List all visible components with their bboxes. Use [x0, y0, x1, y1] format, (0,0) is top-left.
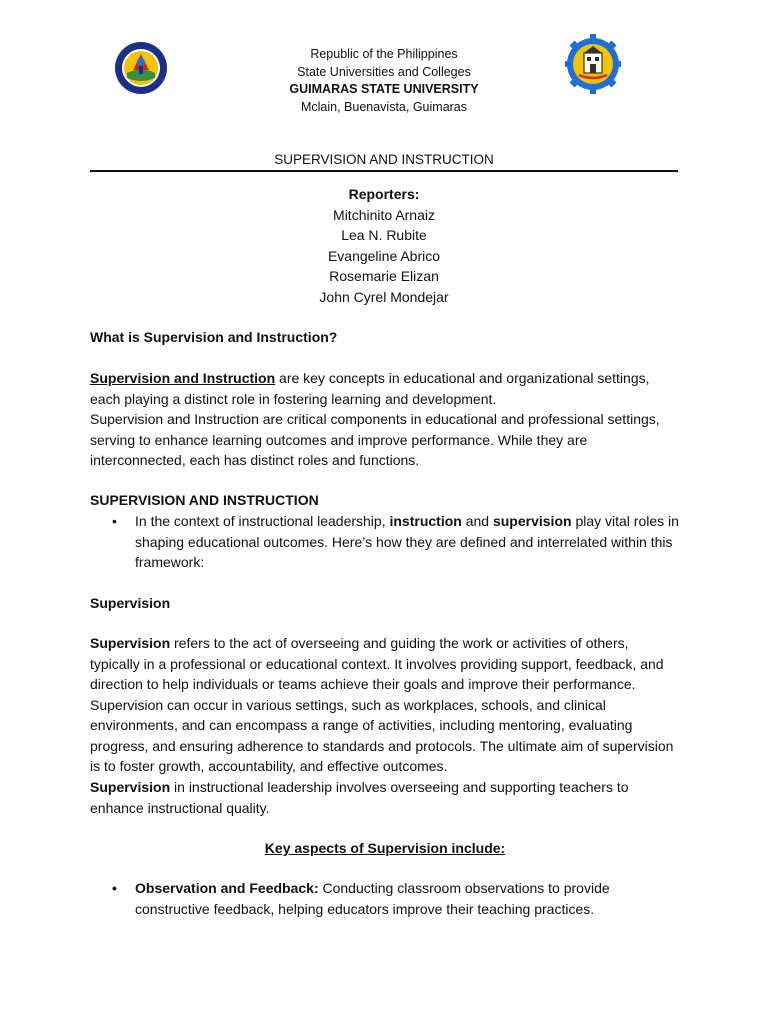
university-seal-logo [113, 40, 169, 96]
reporters-block [230, 184, 538, 308]
definition-paragraph: Supervision and Instruction are critical components in educational and professional settings, serving to enhance learning outcomes and improve performance. While they are interconnected, each has distinct roles and functions. [90, 411, 660, 468]
bullet-icon: • [112, 880, 117, 896]
suc-line: State Universities and Colleges [297, 64, 471, 79]
document-title: SUPERVISION AND INSTRUCTION [274, 152, 494, 167]
intro-paragraph [90, 368, 680, 409]
question-heading: What is Supervision and Instruction? [90, 329, 338, 345]
list-item [90, 878, 680, 919]
title-divider [90, 170, 678, 172]
list-item [90, 511, 680, 573]
supervision-heading: Supervision [90, 595, 171, 611]
intro-text: are key concepts in educational and organizational settings, each playing a distinct role in fostering learning and development. [90, 370, 650, 407]
supervision-term: Supervision [90, 635, 171, 651]
list-item-text: and [461, 513, 493, 529]
university-name: GUIMARAS STATE UNIVERSITY [289, 82, 479, 96]
reporter-name: John Cyrel Mondejar [319, 288, 449, 305]
reporter-name: Rosemarie Elizan [329, 268, 439, 285]
reporters-heading: Reporters: [348, 186, 420, 202]
bullet-icon: • [112, 513, 117, 529]
aspect-text: Conducting classroom observations to provide constructive feedback, helping educators improve their teaching practices. [135, 880, 610, 917]
university-address: Mclain, Buenavista, Guimaras [300, 99, 468, 114]
key-aspects-heading: Key aspects of Supervision include: [264, 840, 506, 856]
supervision-paragraph [90, 633, 680, 777]
reporter-name: Mitchinito Arnaiz [333, 206, 435, 223]
supervision-term: Supervision [90, 779, 171, 795]
aspect-term: Observation and Feedback: [135, 880, 319, 896]
supervision-term: supervision [492, 513, 572, 529]
letterhead [230, 46, 538, 116]
supervision-text: refers to the act of overseeing and guiding the work or activities of others, typically in a professional or educational context. It involves providing support, feedback, and direction to help individuals or teams achieve their goals and improve their performance. Supervision can occur in various settings, such as workplaces, schools, and clinical environments, and can encompass a range of activities, including mentoring, evaluating progress, and ensuring adherence to standards and protocols. The ultimate aim of supervision is to foster growth, accountability, and effective outcomes. [90, 635, 674, 774]
list-item-text: In the context of instructional leadership, [135, 513, 390, 529]
supervision-text: in instructional leadership involves overseeing and supporting teachers to enhance instructional quality. [90, 779, 629, 816]
list-item-text: play vital roles in shaping educational outcomes. Here’s how they are defined and interrelated within this framework: [135, 513, 679, 570]
gear-emblem-logo [565, 33, 621, 95]
instruction-term: instruction [389, 513, 462, 529]
reporter-name: Evangeline Abrico [327, 247, 441, 264]
intro-term: Supervision and Instruction [90, 370, 276, 386]
instructional-supervision-paragraph [90, 777, 680, 818]
section-heading: SUPERVISION AND INSTRUCTION [90, 492, 319, 508]
reporter-name: Lea N. Rubite [341, 227, 427, 244]
republic-line: Republic of the Philippines [310, 47, 458, 61]
